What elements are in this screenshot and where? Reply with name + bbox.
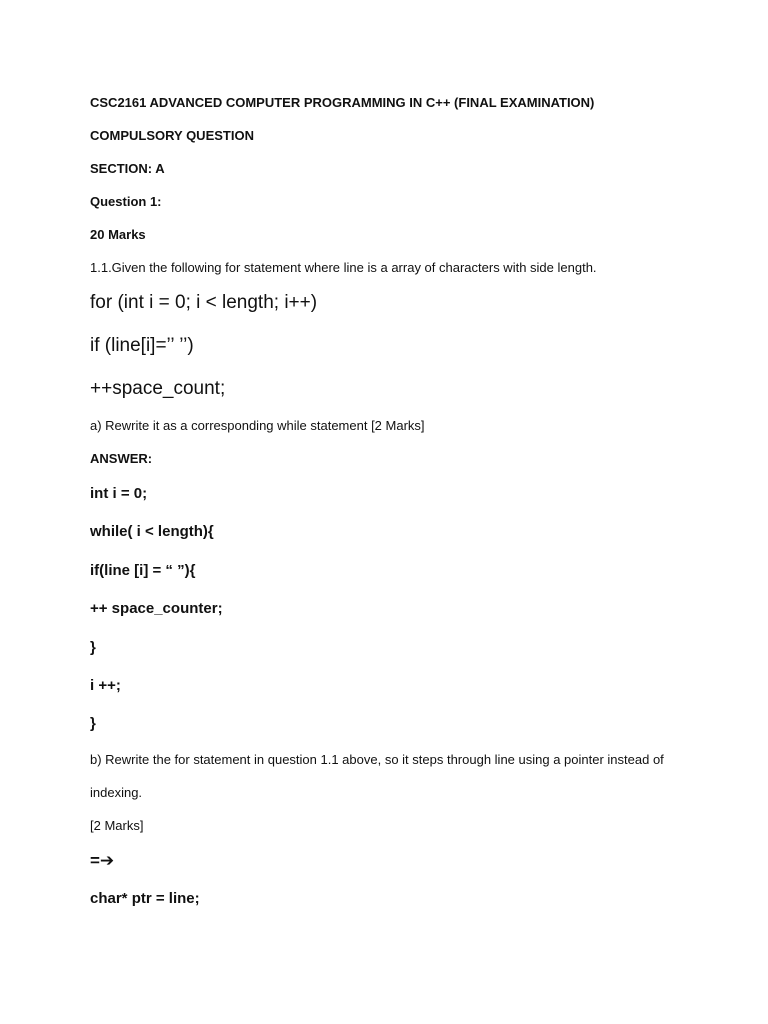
answer-code-line: i ++; [90,677,121,694]
code-for-line: for (int i = 0; i < length; i++) [90,292,318,313]
answer-code-line: } [90,639,96,656]
part-a-prompt: a) Rewrite it as a corresponding while statement [2 Marks] [90,418,425,433]
pointer-code-line: char* ptr = line; [90,890,200,907]
code-increment-line: ++space_count; [90,378,226,399]
exam-title: CSC2161 ADVANCED COMPUTER PROGRAMMING IN C++ (FINAL EXAMINATION) [90,95,595,110]
answer-code-line: ++ space_counter; [90,600,223,617]
answer-code-line: if(line [i] = “ ”){ [90,562,196,579]
question-heading: Question 1: [90,194,162,209]
arrow-icon: =➔ [90,851,115,870]
question-intro: 1.1.Given the following for statement where line is a array of characters with side length. [90,260,597,275]
part-b-prompt: b) Rewrite the for statement in question 1.1 above, so it steps through line using a pointer instead of [90,752,664,767]
answer-code-line: while( i < length){ [90,523,214,540]
part-b-prompt-continued: indexing. [90,785,143,800]
answer-code-line: } [90,715,96,732]
part-b-marks: [2 Marks] [90,818,144,833]
answer-code-line: int i = 0; [90,485,148,502]
section-heading: SECTION: A [90,161,165,176]
marks-label: 20 Marks [90,227,146,242]
compulsory-heading: COMPULSORY QUESTION [90,128,254,143]
code-if-line: if (line[i]=’’ ’’) [90,335,194,356]
answer-label: ANSWER: [90,451,153,466]
